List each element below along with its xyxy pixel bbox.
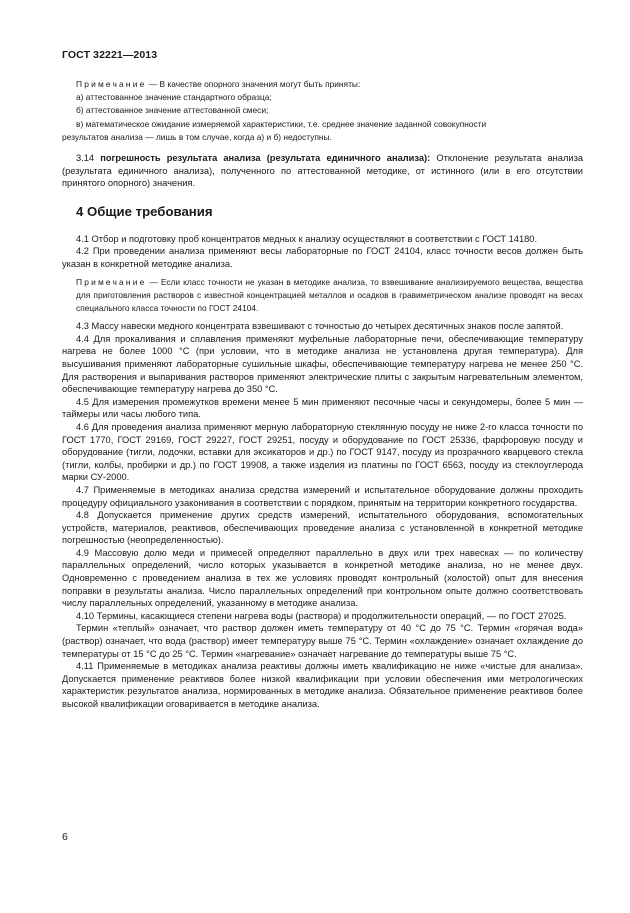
paragraph-4-6: 4.6 Для проведения анализа применяют мерную лабораторную стеклянную посуду не ниже 2-го класса точности по ГОСТ 1770, ГОСТ 29169, ГОСТ 29227, ГОСТ 29251, посуду и оборудование по ГОСТ 25336, фарфоровую посуду и оборудование (тигли, лодочки, вставки для эксикаторов и др.) по ГОСТ 9147, посуду из прозрачного кварцевого стекла (тигли, колбы, пробирки и др.) по ГОСТ 19908, а также изделия из платины по ГОСТ 6563, посуду из стеклоуглерода марки СУ-2000. bbox=[62, 421, 583, 483]
note-balance-class bbox=[62, 276, 583, 316]
paragraph-4-1: 4.1 Отбор и подготовку проб концентратов медных к анализу осуществляют в соответствии с ГОСТ 14180. bbox=[76, 233, 538, 244]
note-text: — Если класс точности не указан в методике анализа, то взвешивание анализируемого вещества, вещества для приготовления растворов с известной концентрацией металлов и осадков в гравиметрическом анализе проводят на весах специального класса точности по ГОСТ 24104. bbox=[76, 276, 583, 313]
note-item-c-continuation: результатов анализа — лишь в том случае, когда а) и б) недоступны. bbox=[62, 131, 332, 142]
page-header: ГОСТ 32221—2013 bbox=[62, 49, 158, 61]
paragraph-4-2: 4.2 При проведении анализа применяют весы лабораторные по ГОСТ 24104, класс точности весов должен быть указан в конкретной методике анализа. bbox=[62, 246, 583, 269]
paragraph-4-7: 4.7 Применяемые в методиках анализа средства измерений и испытательное оборудование должны проходить процедуру официального узаконивания в соответствии с порядком, принятым на территории конкретного государства. bbox=[62, 484, 583, 508]
paragraph-4-3: 4.3 Массу навески медного концентрата взвешивают с точностью до четырех десятичных знаков после запятой. bbox=[76, 321, 564, 332]
page-number: 6 bbox=[62, 831, 68, 843]
note-label: Примечание bbox=[76, 276, 147, 287]
paragraph-4-5: 4.5 Для измерения промежутков времени менее 5 мин применяют песочные часы и секундомеры, более 5 мин — таймеры или часы любого типа. bbox=[62, 396, 583, 420]
note-item-a: а) аттестованное значение стандартного образца; bbox=[76, 92, 272, 103]
note-reference-value bbox=[62, 78, 583, 91]
paragraph-4-8: 4.8 Допускается применение других средств измерений, испытательного оборудования, вспомогательных устройств, материалов, реактивов, обеспечивающих проведение анализа с установленной в конкретной методике погрешностью (неопределенностью). bbox=[62, 510, 583, 546]
note-item-b: б) аттестованное значение аттестованной смеси; bbox=[76, 105, 269, 116]
paragraph-4-9: 4.9 Массовую долю меди и примесей определяют параллельно в двух или трех навесках — по количеству параллельных определений, число которых указывается в конкретной методике анализа, но не менее двух. Одновременно с проведением анализа в тех же условиях проводят контрольный (холостой) опыт для внесения поправки в результаты анализа. Число параллельных определений при контрольном опыте должно соответствовать числу параллельных определений, указанному в методике анализа. bbox=[62, 547, 583, 609]
note-label: Примечание bbox=[76, 79, 147, 89]
paragraph-4-10-terms: Термин «теплый» означает, что раствор должен иметь температуру от 40 °С до 75 °С. Термин «горячая вода» (раствор) означает, что вода (раствор) имеет температуру выше 75 °С. Термин «охлаждение» означает охлаждение до температуры от 15 °С до 25 °С. Термин «нагревание» означает нагревание до температуры выше 75 °С. bbox=[62, 623, 583, 659]
note-item-c: в) математическое ожидание измеряемой характеристики, т.е. среднее значение заданной совокупности bbox=[76, 118, 487, 129]
section-title: 4 Общие требования bbox=[76, 203, 213, 219]
term-definition: погрешность результата анализа (результата единичного анализа): bbox=[100, 153, 431, 164]
paragraph-number: 3.14 bbox=[76, 153, 101, 164]
paragraph-3-14 bbox=[62, 152, 583, 190]
paragraph-4-4: 4.4 Для прокаливания и сплавления применяют муфельные лабораторные печи, обеспечивающие температуру нагрева не более 1000 °С (при условии, что в методике анализа не установлена другая температура). Для высушивания применяют лабораторные сушильные шкафы, обеспечивающие температуру нагрева не менее 250 °С. Для растворения и выпаривания растворов применяют электрические плиты с закрытым нагревательным элементом, обеспечивающие температуру нагрева до 350 °С. bbox=[62, 333, 583, 395]
definition-text: Отклонение результата анализа (результата единичного анализа), полученного по аттестованной методике, от истинного (или в его отсутствии принятого опорного) значения. bbox=[62, 153, 583, 189]
paragraph-4-10: 4.10 Термины, касающиеся степени нагрева воды (раствора) и продолжительности операций, — по ГОСТ 27025. bbox=[76, 610, 567, 621]
page-content bbox=[62, 78, 583, 711]
note-text: — В качестве опорного значения могут быть приняты: bbox=[146, 79, 361, 89]
paragraph-4-11: 4.11 Применяемые в методиках анализа реактивы должны иметь квалификацию не ниже «чистые для анализа». Допускается применение реактивов более низкой квалификации при условии обеспечения ими метрологических характеристик результатов анализа, нормированных в методике анализа. Обязательное применение реактивов более высокой квалификации оговаривается в методике анализа. bbox=[62, 661, 583, 709]
